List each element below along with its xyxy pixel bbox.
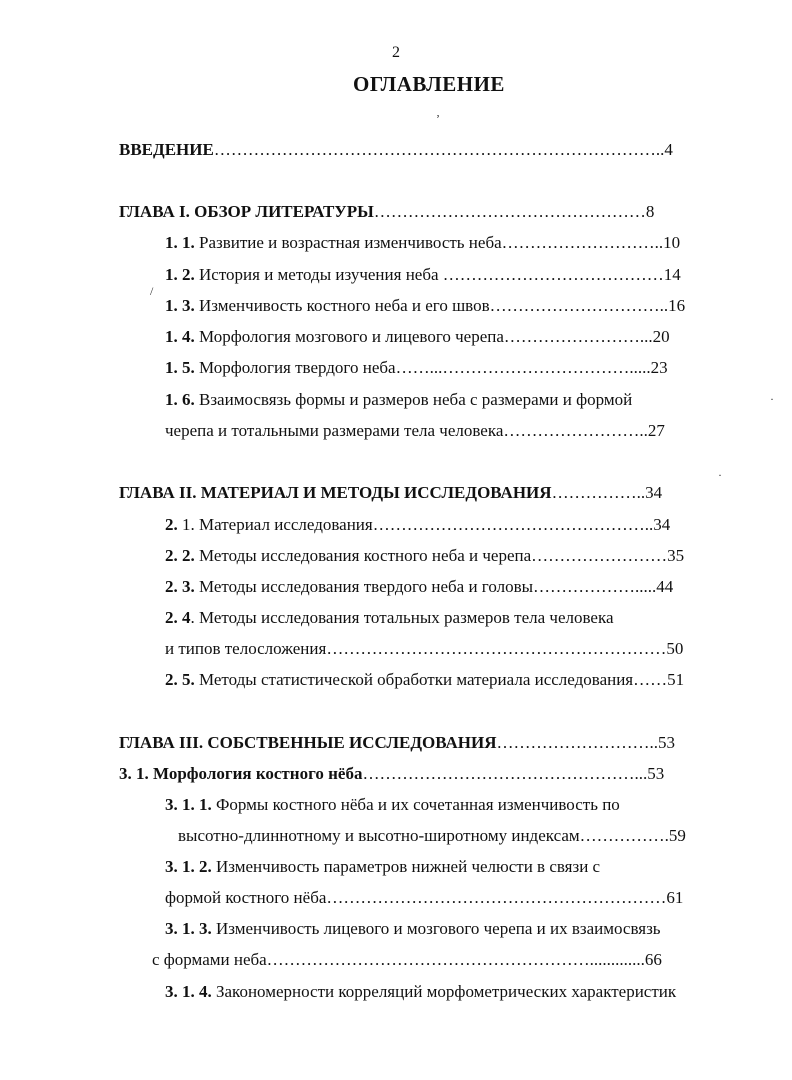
toc-entry-3-1-4: 3. 1. 4. Закономерности корреляций морфометрических характеристик — [165, 982, 677, 1001]
scan-speck: / — [150, 284, 154, 298]
page-title: ОГЛАВЛЕНИЕ — [353, 72, 505, 96]
toc-entry-3-1-2-continued: формой костного нёба……………………………………………………61 — [165, 888, 684, 907]
toc-entry-3-1-1-continued: высотно-длиннотному и высотно-широтному индексам…………….59 — [178, 826, 686, 845]
toc-entry-2-4: 2. 4. Методы исследования тотальных размеров тела человека — [165, 608, 614, 627]
toc-entry-3-1-3: 3. 1. 3. Изменчивость лицевого и мозгового черепа и их взаимосвязь — [165, 919, 661, 938]
toc-entry-3-1-1: 3. 1. 1. Формы костного нёба и их сочетанная изменчивость по — [165, 795, 620, 814]
toc-entry-chapter-3: ГЛАВА III. СОБСТВЕННЫЕ ИССЛЕДОВАНИЯ………………………..53 — [119, 733, 676, 752]
toc-entry-1-1: 1. 1. Развитие и возрастная изменчивость неба………………………..10 — [165, 233, 681, 252]
scan-speck: · — [718, 468, 722, 482]
toc-entry-1-4: 1. 4. Морфология мозгового и лицевого черепа……………………...20 — [165, 327, 670, 346]
toc-entry-1-6-continued: черепа и тотальными размерами тела человека……………………..27 — [165, 421, 665, 440]
page-number: 2 — [392, 44, 400, 61]
toc-entry-chapter-2: ГЛАВА II. МАТЕРИАЛ И МЕТОДЫ ИССЛЕДОВАНИЯ……………..34 — [119, 483, 663, 502]
toc-entry-3-1-3-continued: с формами неба………………………………………………….............66 — [152, 950, 662, 969]
scan-speck: ʼ — [436, 112, 440, 126]
toc-entry-2-5: 2. 5. Методы статистической обработки материала исследования……51 — [165, 670, 685, 689]
toc-entry-2-2: 2. 2. Методы исследования костного неба и черепа……………………35 — [165, 546, 685, 565]
toc-entry-3-1: 3. 1. Морфология костного нёба…………………………………………...53 — [119, 764, 665, 783]
toc-entry-introduction: ВВЕДЕНИЕ……………………………………………………………………..4 — [119, 140, 673, 159]
toc-entry-1-6: 1. 6. Взаимосвязь формы и размеров неба с размерами и формой — [165, 390, 633, 409]
toc-entry-2-4-continued: и типов телосложения……………………………………………………50 — [165, 639, 684, 658]
toc-entry-2-1: 2. 1. Материал исследования…………………………………………..34 — [165, 515, 671, 534]
toc-entry-chapter-1: ГЛАВА I. ОБЗОР ЛИТЕРАТУРЫ…………………………………………8 — [119, 202, 655, 221]
toc-entry-2-3: 2. 3. Методы исследования твердого неба и головы……………….....44 — [165, 577, 674, 596]
toc-entry-1-2: 1. 2. История и методы изучения неба …………………………………14 — [165, 265, 681, 284]
toc-entry-3-1-2: 3. 1. 2. Изменчивость параметров нижней челюсти в связи с — [165, 857, 601, 876]
toc-entry-1-5: 1. 5. Морфология твердого неба……...…………………………….....23 — [165, 358, 668, 377]
toc-entry-1-3: 1. 3. Изменчивость костного неба и его швов…………………………..16 — [165, 296, 686, 315]
scan-speck: · — [770, 392, 774, 406]
